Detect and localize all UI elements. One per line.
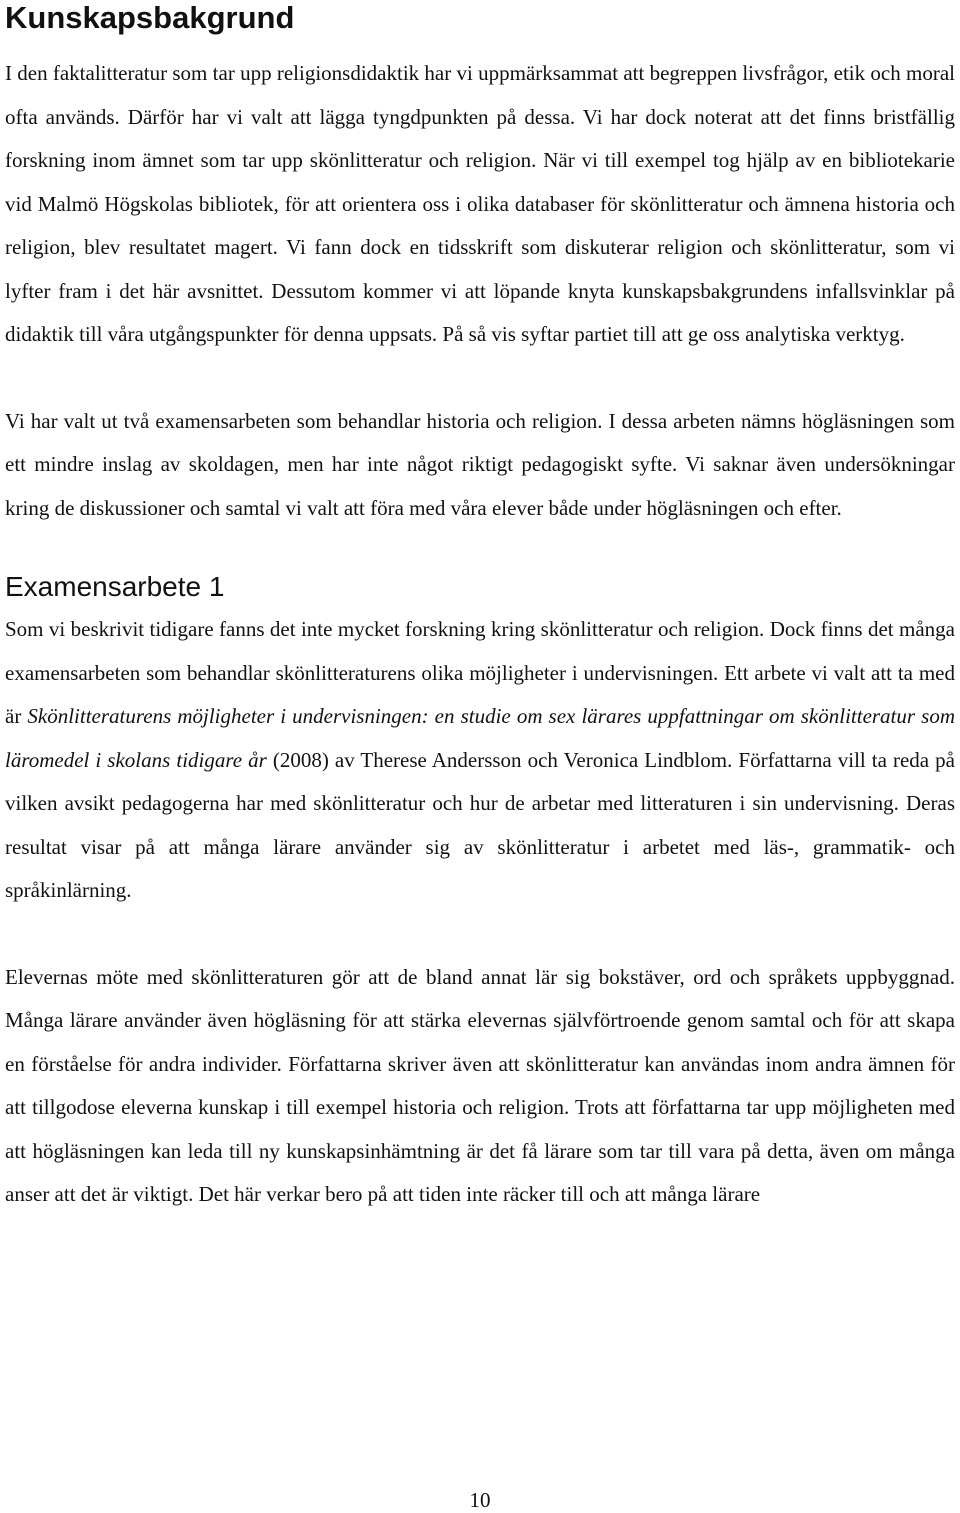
paragraph-intro: I den faktalitteratur som tar upp religionsdidaktik har vi uppmärksammat att begreppen livsfrågor, etik och moral ofta används. Därför har vi valt att lägga tyngdpunkten på dessa. Vi har dock noterat att det finns bristfällig forskning inom ämnet som tar upp skönlitteratur och religion. När vi till exempel tog hjälp av en bibliotekarie vid Malmö Högskolas bibliotek, för att orientera oss i olika databaser för skönlitteratur och ämnena historia och religion, blev resultatet magert. Vi fann dock en tidsskrift som diskuterar religion och skönlitteratur, som vi lyfter fram i det här avsnittet. Dessutom kommer vi att löpande knyta kunskapsbakgrundens infallsvinklar på didaktik till våra utgångspunkter för denna uppsats. På så vis syftar partiet till att ge oss analytiska verktyg.: [5, 61, 955, 346]
paragraph-thesis-one-text-end: (2008) av Therese Andersson och Veronica Lindblom. Författarna vill ta reda på vilken avsikt pedagogerna har med skönlitteratur och hur de arbetar med litteraturen i sin undervisning. Deras resultat visar på att många lärare använder sig av skönlitteratur i arbetet med läs-, grammatik- och språkinlärning.: [5, 747, 955, 902]
subsection-heading: Examensarbete 1: [5, 571, 225, 602]
paragraph-thesis-one-text-start: Som vi beskrivit tidigare fanns det inte mycket forskning kring skönlitteratur och religion. Dock finns det många examensarbeten som behandlar skönlitteraturens olika möjligheter i undervisningen. Ett arbete vi valt att ta med är: [5, 617, 955, 728]
paragraph-thesis-selection: Vi har valt ut två examensarbeten som behandlar historia och religion. I dessa arbeten nämns högläsningen som ett mindre inslag av skoldagen, men har inte något riktigt pedagogiskt syfte. Vi saknar även undersökningar kring de diskussioner och samtal vi valt att föra med våra elever både under högläsningen och efter.: [5, 408, 955, 520]
thesis-title: Skönlitteraturens möjligheter i undervisningen: en studie om sex lärares uppfattningar om skönlitteratur som läromedel i skolans tidigare år: [5, 704, 955, 772]
section-heading: Kunskapsbakgrund: [5, 0, 295, 35]
page-number: 10: [469, 1488, 491, 1512]
paragraph-thesis-one: [5, 608, 955, 913]
document-page: [5, 0, 955, 1217]
paragraph-pupils-encounter: Elevernas möte med skönlitteraturen gör att de bland annat lär sig bokstäver, ord och språkets uppbyggnad. Många lärare använder även högläsning för att stärka elevernas självförtroende genom samtal och för att skapa en förståelse för andra individer. Författarna skriver även att skönlitteratur kan användas inom andra ämnen för att tillgodose eleverna kunskap i till exempel historia och religion. Trots att författarna tar upp möjligheten med att högläsningen kan leda till ny kunskapsinhämtning är det få lärare som tar till vara på detta, även om många anser att det är viktigt. Det här verkar bero på att tiden inte räcker till och att många lärare: [5, 964, 955, 1206]
